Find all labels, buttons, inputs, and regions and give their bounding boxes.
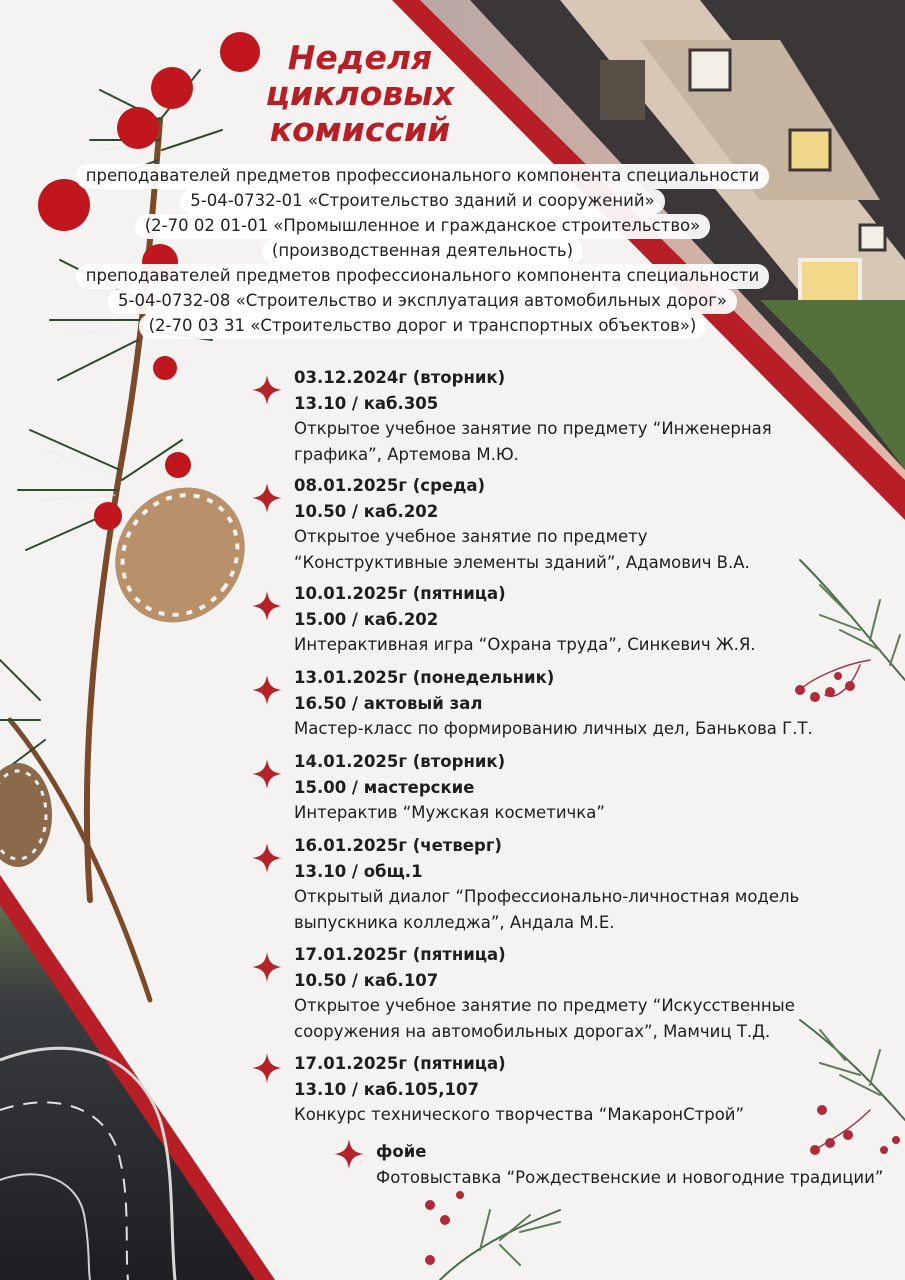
event-item — [294, 665, 874, 742]
event-time: 13.10 / общ.1 — [294, 861, 423, 881]
pine-cone — [0, 462, 271, 867]
event-date: 17.01.2025г (пятница) — [294, 1054, 506, 1073]
star-icon — [252, 759, 282, 789]
event-item — [294, 942, 874, 1044]
event-date: 03.12.2024г (вторник) — [294, 368, 506, 387]
event-item — [294, 833, 874, 935]
event-description: сооружения на автомобильных дорогах”, Мамчиц Т.Д. — [294, 1021, 771, 1041]
event-time: 16.50 / актовый зал — [294, 693, 483, 713]
event-date: 17.01.2025г (пятница) — [294, 945, 506, 964]
event-description: Мастер-класс по формированию личных дел, Банькова Г.Т. — [294, 719, 813, 738]
event-item — [294, 1051, 874, 1128]
event-time: 10.50 / каб.202 — [294, 501, 439, 521]
event-description: “Конструктивные элементы зданий”, Адамович В.А. — [294, 552, 750, 572]
event-time: 13.10 / каб.305 — [294, 393, 439, 413]
star-icon — [252, 952, 282, 982]
subtitle-line: 5-04-0732-01 «Строительство зданий и сооружений» — [180, 189, 664, 214]
subtitle-line: (производственная деятельность) — [262, 239, 583, 264]
event-item — [294, 749, 874, 826]
star-icon — [252, 843, 282, 873]
subtitle-line: (2-70 02 01-01 «Промышленное и гражданское строительство» — [135, 214, 711, 239]
event-item — [294, 365, 874, 467]
event-time: 10.50 / каб.107 — [294, 970, 439, 990]
event-date: 13.01.2025г (понедельник) — [294, 668, 555, 687]
event-description: Открытое учебное занятие по предмету “Искусственные — [294, 996, 795, 1015]
subtitle-line: (2-70 03 31 «Строительство дорог и транспортных объектов») — [139, 314, 707, 339]
event-date: 14.01.2025г (вторник) — [294, 752, 506, 771]
star-icon — [334, 1139, 364, 1169]
subtitle-line: 5-04-0732-08 «Строительство и эксплуатация автомобильных дорог» — [108, 289, 737, 314]
event-description: выпускника колледжа”, Андала М.Е. — [294, 912, 615, 932]
event-time: 15.00 / каб.202 — [294, 609, 439, 629]
event-item — [376, 1139, 896, 1190]
event-description: Конкурс технического творчества “МакаронСтрой” — [294, 1105, 745, 1124]
title-line: комиссий — [269, 110, 451, 149]
event-description: Открытое учебное занятие по предмету “Инженерная — [294, 419, 772, 438]
star-icon — [252, 375, 282, 405]
star-icon — [252, 483, 282, 513]
event-description: Фотовыставка “Рождественские и новогодние традиции” — [376, 1167, 884, 1187]
event-date: 16.01.2025г (четверг) — [294, 836, 502, 855]
star-icon — [252, 591, 282, 621]
road-photo — [0, 875, 275, 1280]
star-icon — [252, 675, 282, 705]
event-date: 08.01.2025г (среда) — [294, 476, 486, 495]
event-item — [294, 473, 874, 575]
subtitle-block — [0, 164, 845, 339]
page-title — [250, 40, 470, 148]
event-description: графика”, Артемова М.Ю. — [294, 444, 519, 464]
star-icon — [252, 1053, 282, 1083]
event-time: 13.10 / каб.105,107 — [294, 1079, 479, 1099]
event-description: Интерактив “Мужская косметичка” — [294, 803, 605, 822]
event-description: Открытое учебное занятие по предмету — [294, 527, 648, 546]
event-item — [294, 581, 874, 658]
title-line: цикловых — [265, 74, 455, 113]
title-line: Неделя — [287, 38, 433, 77]
event-description: Открытый диалог “Профессионально-личностная модель — [294, 887, 800, 906]
event-description: Интерактивная игра “Охрана труда”, Синкевич Ж.Я. — [294, 635, 756, 654]
event-place: фойе — [376, 1142, 427, 1161]
event-time: 15.00 / мастерские — [294, 777, 475, 797]
event-date: 10.01.2025г (пятница) — [294, 584, 506, 603]
subtitle-line: преподавателей предметов профессионального компонента специальности — [76, 164, 770, 189]
subtitle-line: преподавателей предметов профессионального компонента специальности — [76, 264, 770, 289]
